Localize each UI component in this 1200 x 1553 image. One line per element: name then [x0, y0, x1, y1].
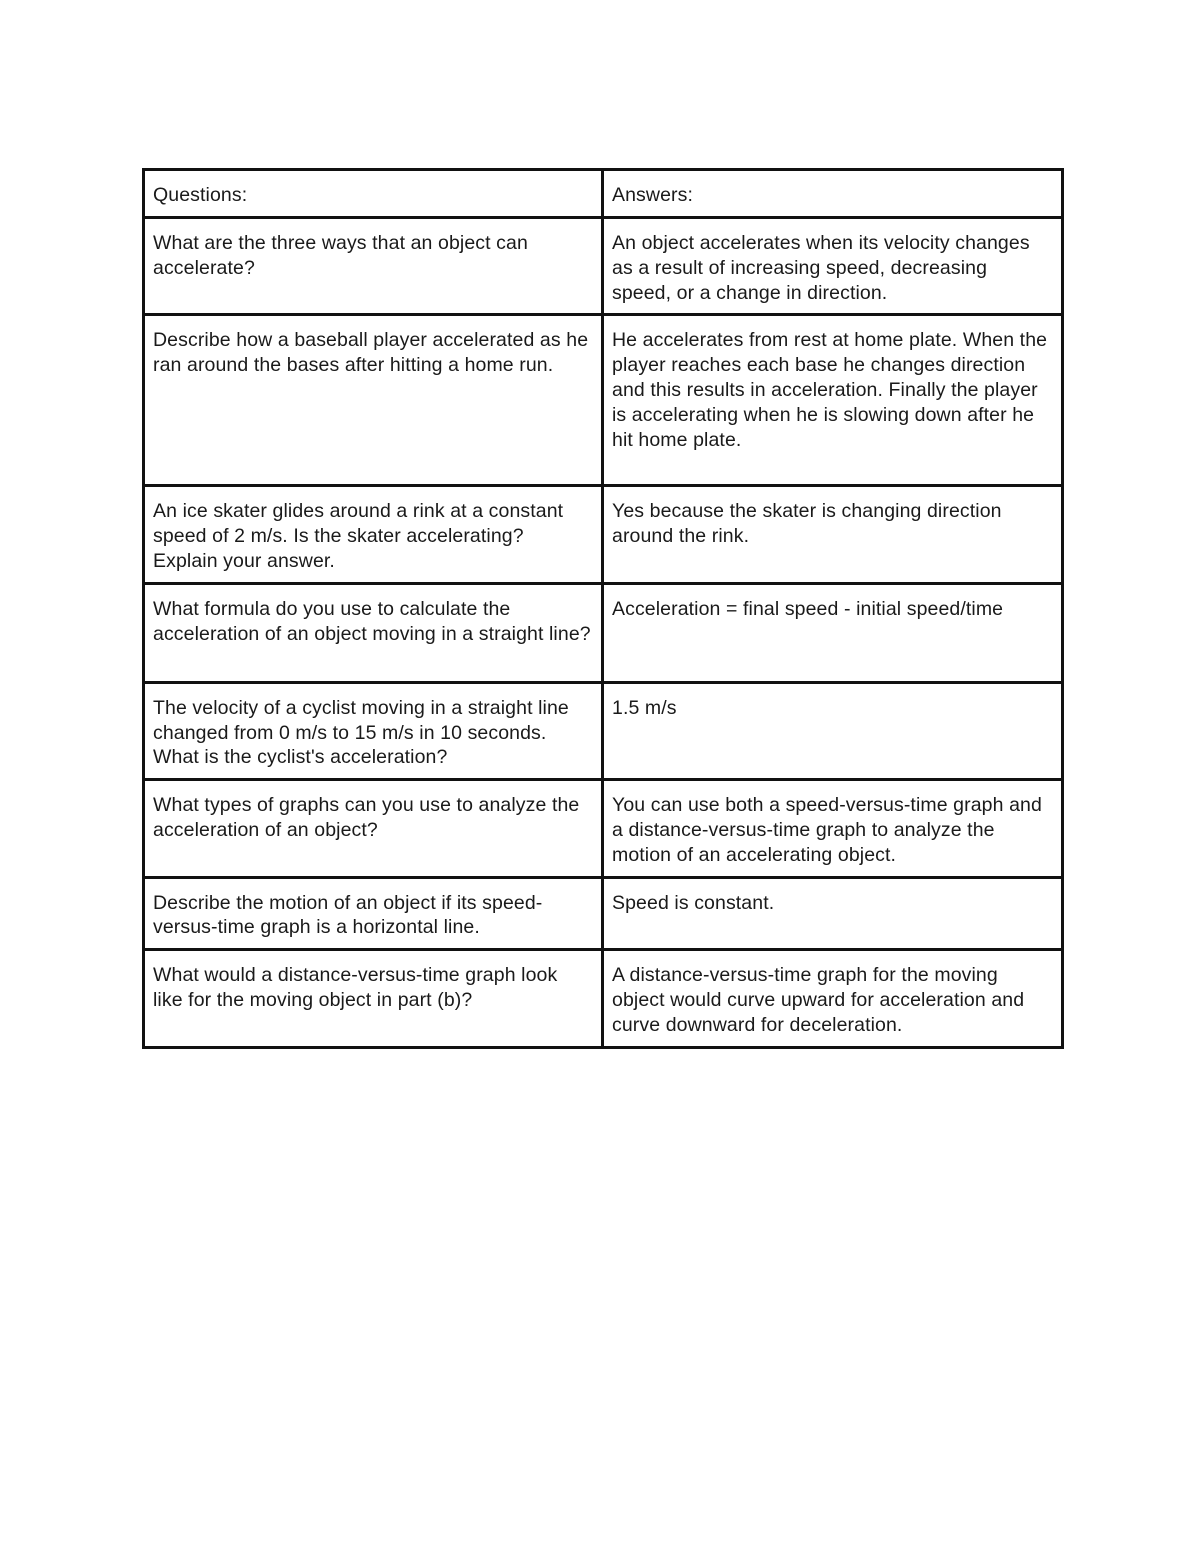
table-row [144, 583, 1063, 682]
question-cell: Describe the motion of an object if its speed-versus-time graph is a horizontal line. [144, 877, 603, 950]
question-cell: The velocity of a cyclist moving in a straight line changed from 0 m/s to 15 m/s in 10 seconds. What is the cyclist's acceleration? [144, 682, 603, 779]
table-row [144, 682, 1063, 779]
answer-cell: Yes because the skater is changing direction around the rink. [603, 486, 1063, 583]
table-row [144, 950, 1063, 1047]
table-row [144, 218, 1063, 315]
question-cell: What formula do you use to calculate the acceleration of an object moving in a straight line? [144, 583, 603, 682]
table-header-row [144, 170, 1063, 218]
answer-cell: 1.5 m/s [603, 682, 1063, 779]
answer-cell: Acceleration = final speed - initial speed/time [603, 583, 1063, 682]
table-row [144, 486, 1063, 583]
qa-table [142, 168, 1064, 1049]
table-row [144, 315, 1063, 486]
answer-cell: Speed is constant. [603, 877, 1063, 950]
question-cell: What would a distance-versus-time graph look like for the moving object in part (b)? [144, 950, 603, 1047]
answer-cell: You can use both a speed-versus-time graph and a distance-versus-time graph to analyze the motion of an accelerating object. [603, 780, 1063, 877]
questions-header: Questions: [144, 170, 603, 218]
table-row [144, 877, 1063, 950]
question-cell: What are the three ways that an object can accelerate? [144, 218, 603, 315]
answer-cell: A distance-versus-time graph for the moving object would curve upward for acceleration and curve downward for deceleration. [603, 950, 1063, 1047]
question-cell: Describe how a baseball player accelerated as he ran around the bases after hitting a home run. [144, 315, 603, 486]
answers-header: Answers: [603, 170, 1063, 218]
answer-cell: He accelerates from rest at home plate. When the player reaches each base he changes direction and this results in acceleration. Finally the player is accelerating when he is slowing down after he hit home plate. [603, 315, 1063, 486]
answer-cell: An object accelerates when its velocity changes as a result of increasing speed, decreasing speed, or a change in direction. [603, 218, 1063, 315]
question-cell: An ice skater glides around a rink at a constant speed of 2 m/s. Is the skater accelerating? Explain your answer. [144, 486, 603, 583]
table-row [144, 780, 1063, 877]
question-cell: What types of graphs can you use to analyze the acceleration of an object? [144, 780, 603, 877]
